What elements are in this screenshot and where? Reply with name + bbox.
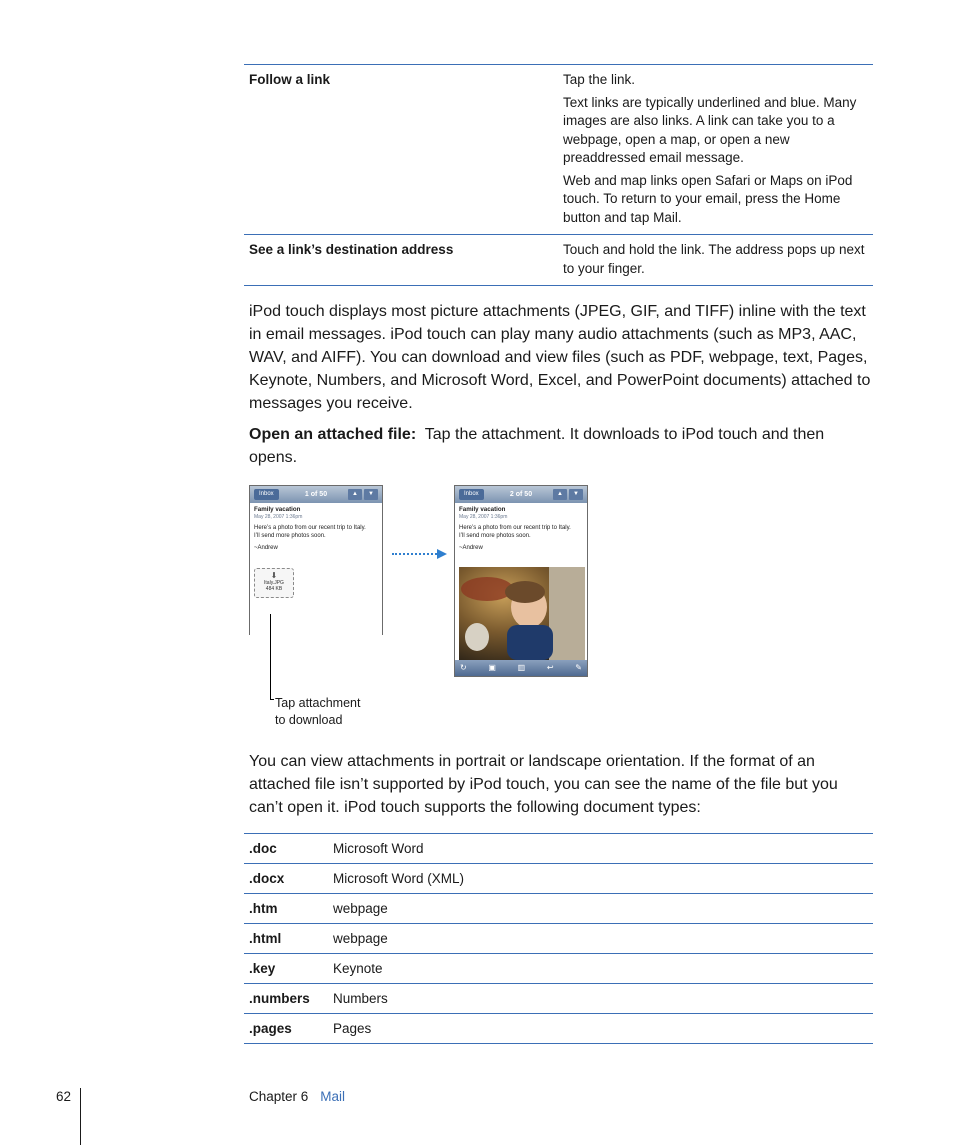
table-row	[244, 834, 873, 864]
message-toolbar	[455, 660, 587, 676]
message-subject: Family vacation	[459, 506, 506, 513]
refresh-icon[interactable]: ↻	[460, 663, 467, 672]
attachments-paragraph: iPod touch displays most picture attachments (JPEG, GIF, and TIFF) inline with the text in email messages. iPod touch can play many audio attachments (such as MP3, AAC, WAV, and AIFF). You can download and view files (such as PDF, webpage, text, Pages, Keynote, Numbers, and Microsoft Word, Excel, and PowerPoint documents) attached to messages you receive.	[249, 303, 871, 412]
type-cell: Numbers	[333, 991, 388, 1006]
photo-image	[459, 567, 585, 660]
inbox-button[interactable]: Inbox	[254, 489, 279, 500]
extension-cell: .pages	[249, 1021, 292, 1036]
instruction-text: Tap the attachment. It downloads to iPod touch and then opens.	[249, 426, 825, 466]
compose-icon[interactable]: ✎	[575, 663, 582, 672]
type-cell: webpage	[333, 901, 388, 916]
action-cell: See a link’s destination address	[249, 242, 454, 257]
message-line: Here’s a photo from our recent trip to Italy.	[459, 525, 571, 531]
screen-before-download	[249, 485, 383, 635]
type-cell: Keynote	[333, 961, 383, 976]
callout-line1: Tap attachment	[275, 696, 361, 710]
down-arrow-icon[interactable]: ▼	[569, 489, 583, 500]
orientation-paragraph: You can view attachments in portrait or landscape orientation. If the format of an attached file isn’t supported by iPod touch, you can see the name of the file but you can’t open it. iPod touch supports the following document types:	[249, 753, 838, 816]
message-signature: ~Andrew	[254, 545, 278, 551]
message-date: May 28, 2007 1:36pm	[254, 513, 303, 520]
description-cell	[563, 71, 868, 227]
type-cell: Microsoft Word	[333, 841, 424, 856]
message-body	[250, 503, 382, 556]
footer-rule	[80, 1088, 81, 1145]
message-count: 2 of 50	[509, 491, 533, 498]
type-cell: webpage	[333, 931, 388, 946]
extension-cell: .key	[249, 961, 276, 976]
table-row	[244, 235, 873, 286]
progress-dotted-line	[392, 553, 440, 555]
callout-line	[270, 614, 271, 700]
attachment-name: Italy.JPG	[264, 580, 284, 586]
instruction-lead: Open an attached file:	[249, 426, 417, 443]
message-date: May 28, 2007 1:36pm	[459, 513, 508, 520]
download-arrow-icon: ⬇	[270, 571, 278, 580]
up-arrow-icon[interactable]: ▲	[553, 489, 567, 500]
message-count: 1 of 50	[304, 491, 328, 498]
folder-icon[interactable]: ▣	[488, 663, 496, 672]
callout-line2: to download	[275, 713, 343, 727]
extension-cell: .numbers	[249, 991, 310, 1006]
nav-bar	[250, 486, 382, 503]
extension-cell: .docx	[249, 871, 285, 886]
description-cell	[563, 241, 868, 278]
description-paragraph: Text links are typically underlined and blue. Many images are also links. A link can take you to a webpage, open a map, or open a new preaddressed email message.	[563, 94, 857, 165]
link-actions-table	[244, 64, 873, 286]
action-cell: Follow a link	[249, 72, 331, 87]
description-paragraph: Web and map links open Safari or Maps on iPod touch. To return to your email, press the Home button and tap Mail.	[563, 172, 853, 225]
message-subject: Family vacation	[254, 506, 301, 513]
attached-photo[interactable]	[459, 567, 585, 660]
extension-cell: .doc	[249, 841, 277, 856]
callout-tick	[270, 699, 274, 700]
section-link[interactable]: Mail	[320, 1089, 346, 1104]
table-row	[244, 864, 873, 894]
table-row	[244, 984, 873, 1014]
table-row	[244, 65, 873, 235]
callout-label	[275, 695, 360, 729]
open-attachment-instruction	[249, 423, 874, 469]
table-row	[244, 924, 873, 954]
nav-arrows	[348, 489, 378, 500]
message-line: I’ll send more photos soon.	[254, 532, 326, 539]
page-number: 62	[56, 1089, 72, 1104]
right-arrow-icon	[437, 549, 447, 559]
table-row	[244, 954, 873, 984]
chapter-footer	[249, 1089, 345, 1104]
type-cell: Microsoft Word (XML)	[333, 871, 465, 886]
description-paragraph: Tap the link.	[563, 72, 636, 87]
extension-cell: .html	[249, 931, 282, 946]
table-row	[244, 894, 873, 924]
message-line: I’ll send more photos soon.	[459, 532, 531, 539]
table-row	[244, 1014, 873, 1044]
nav-bar	[455, 486, 587, 503]
extension-cell: .htm	[249, 901, 278, 916]
up-arrow-icon[interactable]: ▲	[348, 489, 362, 500]
inbox-button[interactable]: Inbox	[459, 489, 484, 500]
reply-icon[interactable]: ↩	[546, 663, 554, 672]
description-paragraph: Touch and hold the link. The address pops up next to your finger.	[563, 242, 865, 276]
type-cell: Pages	[333, 1021, 372, 1036]
document-types-table	[244, 833, 873, 1044]
screen-after-download	[454, 485, 588, 677]
nav-arrows	[553, 489, 583, 500]
attachment-size: 484 KB	[265, 586, 283, 592]
message-signature: ~Andrew	[459, 545, 483, 551]
message-line: Here’s a photo from our recent trip to Italy.	[254, 525, 366, 531]
message-body	[455, 503, 587, 556]
down-arrow-icon[interactable]: ▼	[364, 489, 378, 500]
attachment-icon[interactable]	[254, 568, 294, 598]
trash-icon[interactable]: ▥	[517, 663, 526, 672]
chapter-label: Chapter 6	[249, 1089, 309, 1104]
